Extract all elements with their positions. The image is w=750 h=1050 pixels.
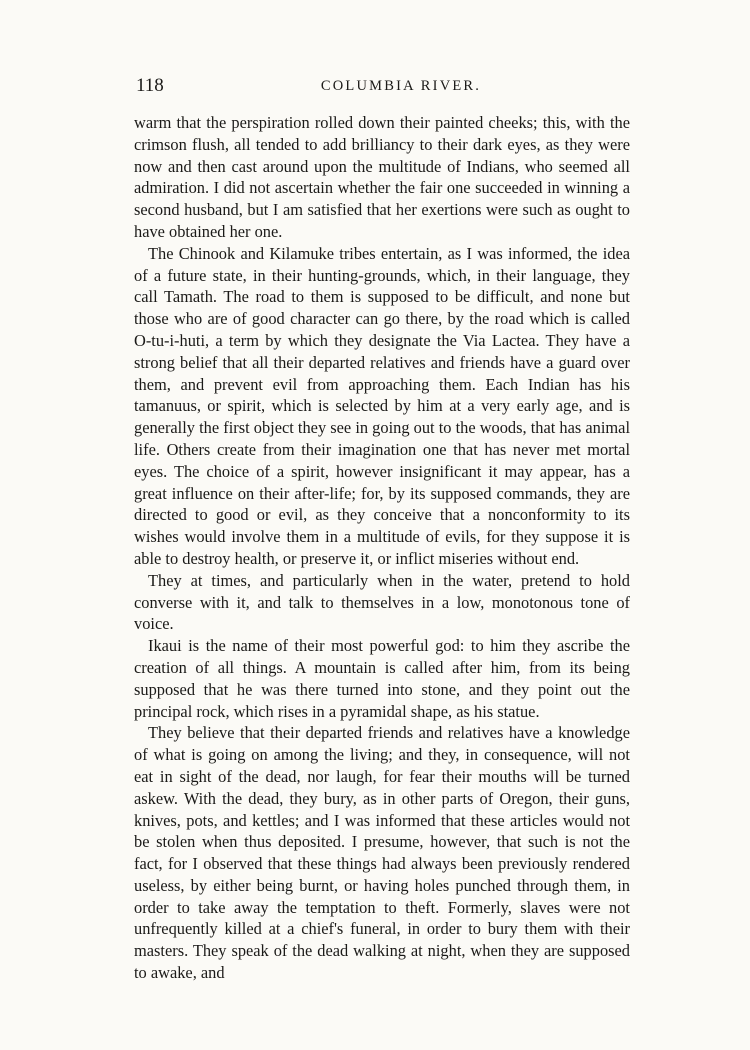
paragraph-2: The Chinook and Kilamuke tribes entertain, as I was informed, the idea of a future state, in their hunting-grounds, which, in their language, they call Tamath. The road to them is supposed to be difficult, and none but those who are of good character can go there, by the road which is called O-tu-i-huti, a term by which they designate the Via Lactea. They have a strong belief that all their departed relatives and friends have a guard over them, and prevent evil from approaching them. Each Indian has his tamanuus, or spirit, which is selected by him at a very early age, and is generally the first object they see in going out to the woods, that has animal life. Others create from their imagination one that has never met mortal eyes. The choice of a spirit, however insignificant it may appear, has a great influence on their after-life; for, by its supposed commands, they are directed to good or evil, as they conceive that a nonconformity to its wishes would involve them in a multitude of evils, for they suppose it is able to destroy health, or preserve it, or inflict miseries without end.	[134, 243, 630, 568]
running-title: COLUMBIA RIVER.	[320, 78, 482, 94]
paragraph-4: Ikaui is the name of their most powerful god: to him they ascribe the creation of all things. A mountain is called after him, from its being supposed that he was there turned into stone, and they point out the principal rock, which rises in a pyramidal shape, as his statue.	[134, 636, 630, 721]
body-text	[134, 112, 630, 984]
page-header	[136, 74, 630, 98]
paragraph-1: warm that the perspiration rolled down their painted cheeks; this, with the crimson flush, all tended to add brilliancy to their dark eyes, as they were now and then cast around upon the multitude of Indians, who seemed all admiration. I did not ascertain whether the fair one succeeded in winning a second husband, but I am satisfied that her exertions were such as ought to have obtained her one.	[134, 113, 630, 241]
paragraph-3: They at times, and particularly when in the water, pretend to hold converse with it, and talk to themselves in a low, monotonous tone of voice.	[134, 570, 630, 634]
paragraph-5: They believe that their departed friends and relatives have a knowledge of what is going on among the living; and they, in consequence, will not eat in sight of the dead, nor laugh, for fear their mouths will be turned askew. With the dead, they bury, as in other parts of Oregon, their guns, knives, pots, and kettles; and I was informed that these articles would not be stolen when thus deposited. I presume, however, that such is not the fact, for I observed that these things had always been previously rendered useless, by either being burnt, or having holes punched through them, in order to take away the temptation to theft. Formerly, slaves were not unfrequently killed at a chief's funeral, in order to bury them with their masters. They speak of the dead walking at night, when they are supposed to awake, and	[134, 723, 630, 983]
page-number: 118	[136, 75, 164, 96]
